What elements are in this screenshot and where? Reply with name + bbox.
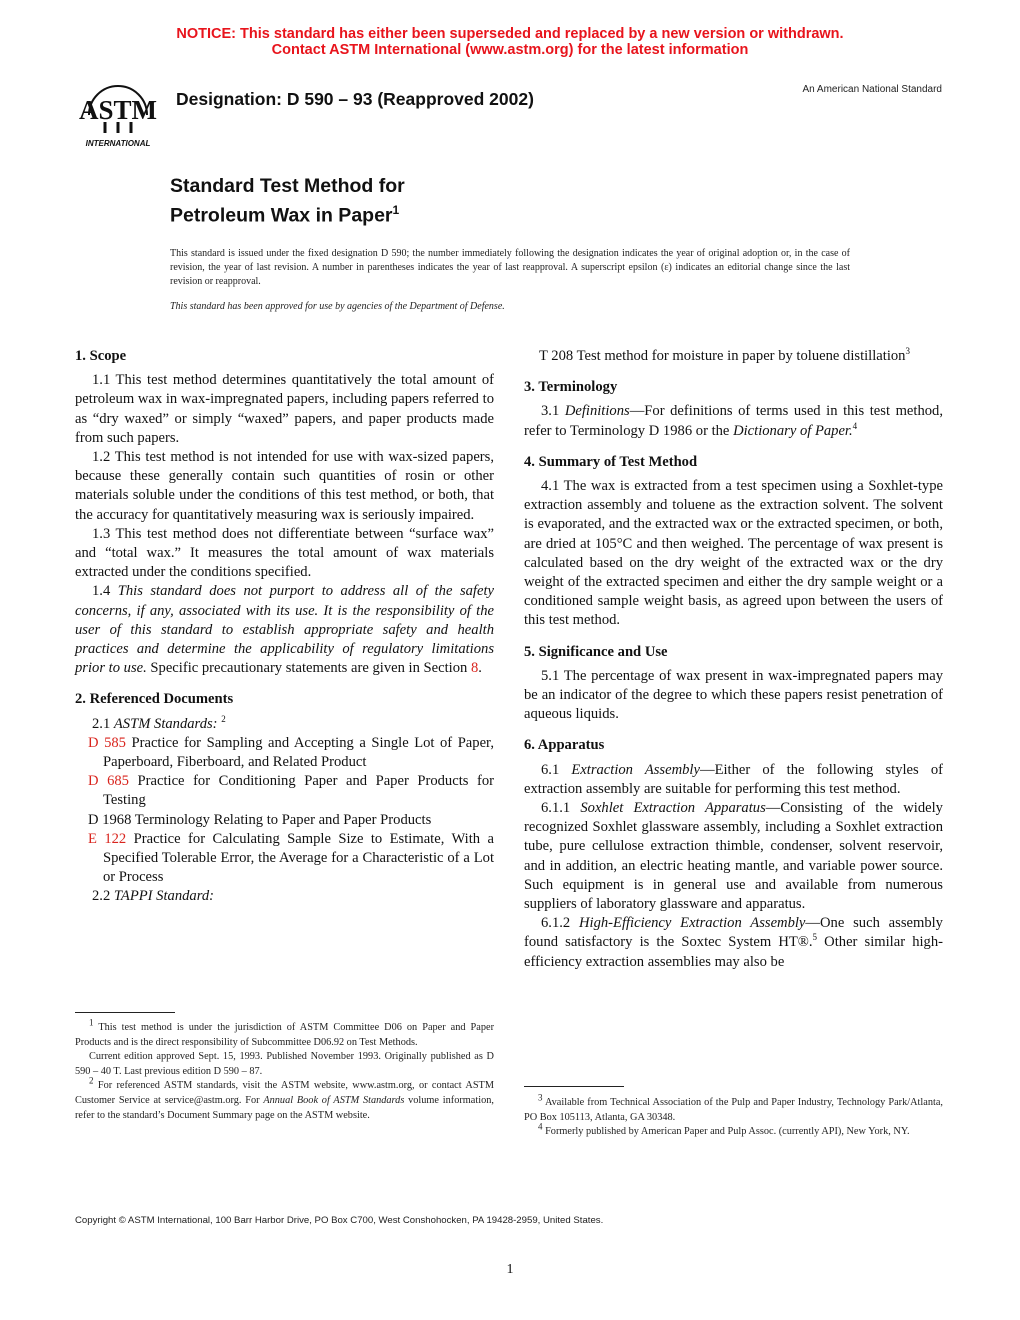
para-6-1-2: 6.1.2 High-Efficiency Extraction Assembly—One such assembly found satisfactory is the Soxtec System HT®.$^5$ Other similar high-efficiency extraction assemblies may also be: [524, 915, 943, 970]
ref-d1968: D 1968 Terminology Relating to Paper and Paper Products: [88, 811, 432, 828]
section-heading-scope: 1. Scope: [75, 348, 127, 364]
ref-d585: D 585 Practice for Sampling and Accepting a Single Lot of Paper, Paperboard, Fiberboard, and Related Product: [88, 734, 494, 771]
right-column: [524, 347, 943, 972]
para-3-1: 3.1 Definitions—For definitions of terms used in this test method, refer to Terminology D 1986 or the Dictionary of Paper.$^4$: [524, 403, 943, 439]
left-column: [75, 347, 494, 907]
defense-approval: This standard has been approved for use by agencies of the Department of Defense.: [170, 301, 505, 312]
para-6-1-1: 6.1.1 Soxhlet Extraction Apparatus—Consisting of the widely recognized Soxhlet glassware assembly, including a Soxhlet extraction tube, pure cellulose extraction thimble, condenser, solvent reservoir, and in addition, an electric heating mantle, and variable power source. Such equipment is in general use and available from numerous suppliers of laboratory glassware and apparatus.: [524, 800, 943, 913]
section-heading-summary: 4. Summary of Test Method: [524, 453, 698, 470]
astm-logo-icon: [75, 75, 161, 151]
section-heading-terminology: 3. Terminology: [524, 379, 618, 396]
footnote-1: $^1$ This test method is under the jurisdiction of ASTM Committee D06 on Paper and Paper Products and is the direct responsibility of Subcommittee D06.92 on Test Methods.: [75, 1017, 494, 1048]
para-2-1: 2.1 ASTM Standards: $^2$: [92, 713, 226, 732]
designation: Designation: D 590 – 93 (Reapproved 2002): [176, 89, 534, 109]
footnotes-left: [75, 1017, 494, 1123]
ref-link-d585[interactable]: D 585: [88, 734, 126, 751]
logo-subtext: INTERNATIONAL: [85, 139, 151, 148]
notice-line-2: Contact ASTM International (www.astm.org) for the latest information: [271, 42, 749, 58]
section-8-link[interactable]: 8: [470, 660, 479, 677]
section-heading-referenced: 2. Referenced Documents: [75, 691, 234, 708]
para-1-2: 1.2 This test method is not intended for use with wax-sized papers, because these generally contain such quantities of rosin or other materials soluble under the conditions of this test method, or both, that the accuracy for quantitatively measuring wax is seriously impaired.: [75, 449, 494, 523]
footnote-divider-right: [524, 1086, 624, 1087]
para-5-1: 5.1 The percentage of wax present in wax-impregnated papers may be an indicator of the degree to which these papers resist penetration of aqueous liquids.: [524, 667, 943, 723]
american-national-standard: An American National Standard: [802, 84, 942, 95]
footnote-3: $^3$ Available from Technical Association of the Pulp and Paper Industry, Technology Park/Atlanta, PO Box 105113, Atlanta, GA 30348.: [524, 1092, 943, 1123]
ref-t208: T 208 Test method for moisture in paper by toluene distillation$^3$: [539, 346, 910, 364]
para-6-1: 6.1 Extraction Assembly—Either of the following styles of extraction assembly are suitable for performing this test method.: [524, 761, 943, 797]
para-1-1: 1.1 This test method determines quantitatively the total amount of petroleum wax in wax-impregnated papers, including papers referred to as “dry waxed” or simply “waxed” papers, and paper products made from such papers.: [75, 372, 494, 446]
footnote-4: $^4$ Formerly published by American Paper and Pulp Assoc. (currently API), New York, NY.: [538, 1121, 910, 1138]
copyright: Copyright © ASTM International, 100 Barr Harbor Drive, PO Box C700, West Conshohocken, PA 19428-2959, United States.: [75, 1215, 604, 1226]
footnote-2: $^2$ For referenced ASTM standards, visit the ASTM website, www.astm.org, or contact ASTM Customer Service at service@astm.org. For Annual Book of ASTM Standards volume information, refer to the standard’s Document Summary page on the ASTM website.: [75, 1075, 494, 1121]
title-line-2: Petroleum Wax in Paper$^1$: [170, 203, 400, 227]
ref-link-e122[interactable]: E 122: [88, 830, 127, 847]
para-1-4: 1.4 This standard does not purport to address all of the safety concerns, if any, associated with its use. It is the responsibility of the user of this standard to establish appropriate safety and health practices and determine the applicability of regulatory limitations prior to use. Specific precautionary statements are given in Section 8.: [75, 583, 494, 677]
footnote-divider-left: [75, 1012, 175, 1013]
issuance-statement: This standard is issued under the fixed designation D 590; the number immediately following the designation indicates the year of original adoption or, in the case of revision, the year of last revision. A number in parentheses indicates the year of last reapproval. A superscript epsilon (ε) indicates an editorial change since the last revision or reapproval.: [170, 248, 850, 287]
para-2-2: 2.2 TAPPI Standard:: [92, 888, 215, 905]
ref-e122: E 122 Practice for Calculating Sample Size to Estimate, With a Specified Tolerable Error, the Average for a Characteristic of a Lot or Process: [88, 830, 494, 886]
title-line-1: Standard Test Method for: [170, 175, 405, 197]
ref-d685: D 685 Practice for Conditioning Paper and Paper Products for Testing: [88, 773, 494, 809]
document-title: [170, 174, 405, 228]
notice-line-1: NOTICE: This standard has either been superseded and replaced by a new version or withdrawn.: [176, 26, 844, 42]
footnote-1-edition: Current edition approved Sept. 15, 1993. Published November 1993. Originally published as D 590 – 40 T. Last previous edition D 590 – 87.: [75, 1051, 494, 1077]
footnotes-right: [524, 1092, 943, 1140]
para-4-1: 4.1 The wax is extracted from a test specimen using a Soxhlet-type extraction assembly and toluene as the extraction solvent. The solvent is evaporated, and the extracted wax or the extracted specimen, or both, are dried at 105°C and then weighed. The percentage of wax present is calculated based on the dry weight of the extracted wax or the dry weight of the extracted specimen and either the dry sample weight or a conditioned sample weight basis, as agreed upon between the users of this test method.: [524, 478, 943, 629]
page-number: 1: [506, 1262, 514, 1277]
section-heading-significance: 5. Significance and Use: [524, 643, 668, 660]
title-footnote-ref[interactable]: 1: [392, 203, 400, 217]
withdrawn-notice: [0, 26, 1020, 58]
para-1-3: 1.3 This test method does not differentiate between “surface wax” and “total wax.” It measures the total amount of wax materials extracted under the conditions specified.: [75, 525, 494, 581]
section-heading-apparatus: 6. Apparatus: [524, 737, 605, 754]
ref-link-d685[interactable]: D 685: [88, 773, 129, 790]
logo-text: ASTM: [78, 95, 158, 125]
